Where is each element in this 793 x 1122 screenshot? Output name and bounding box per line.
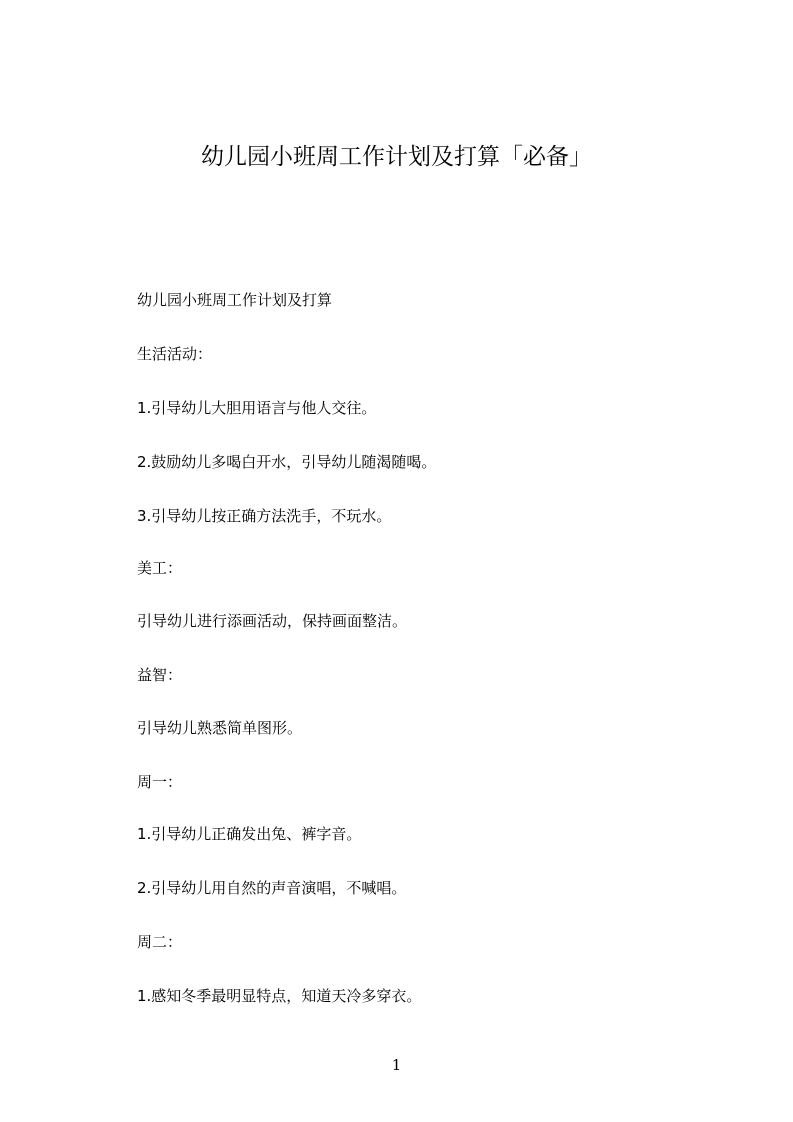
paragraph-heading: 美工：: [137, 559, 183, 577]
page-number: 1: [391, 1056, 402, 1074]
paragraph-heading: 益智：: [137, 666, 183, 684]
paragraph-line: 引导幼儿进行添画活动，保持画面整洁。: [137, 612, 408, 630]
paragraph-heading: 周二：: [137, 933, 183, 951]
paragraph-line: 1.引导幼儿大胆用语言与他人交往。: [137, 399, 377, 417]
paragraph-line: 2.引导幼儿用自然的声音演唱，不喊唱。: [137, 879, 407, 897]
paragraph-heading: 生活活动：: [137, 345, 213, 363]
document-title: 幼儿园小班周工作计划及打算「必备」: [201, 144, 592, 170]
paragraph-line: 引导幼儿熟悉简单图形。: [137, 719, 303, 737]
paragraph-heading: 周一：: [137, 773, 183, 791]
section-heading: 幼儿园小班周工作计划及打算: [137, 291, 333, 309]
paragraph-line: 3.引导幼儿按正确方法洗手，不玩水。: [137, 507, 392, 525]
paragraph-line: 1.引导幼儿正确发出兔、裤字音。: [137, 825, 362, 843]
paragraph-line: 1.感知冬季最明显特点，知道天冷多穿衣。: [137, 987, 422, 1005]
paragraph-line: 2.鼓励幼儿多喝白开水，引导幼儿随渴随喝。: [137, 453, 437, 471]
